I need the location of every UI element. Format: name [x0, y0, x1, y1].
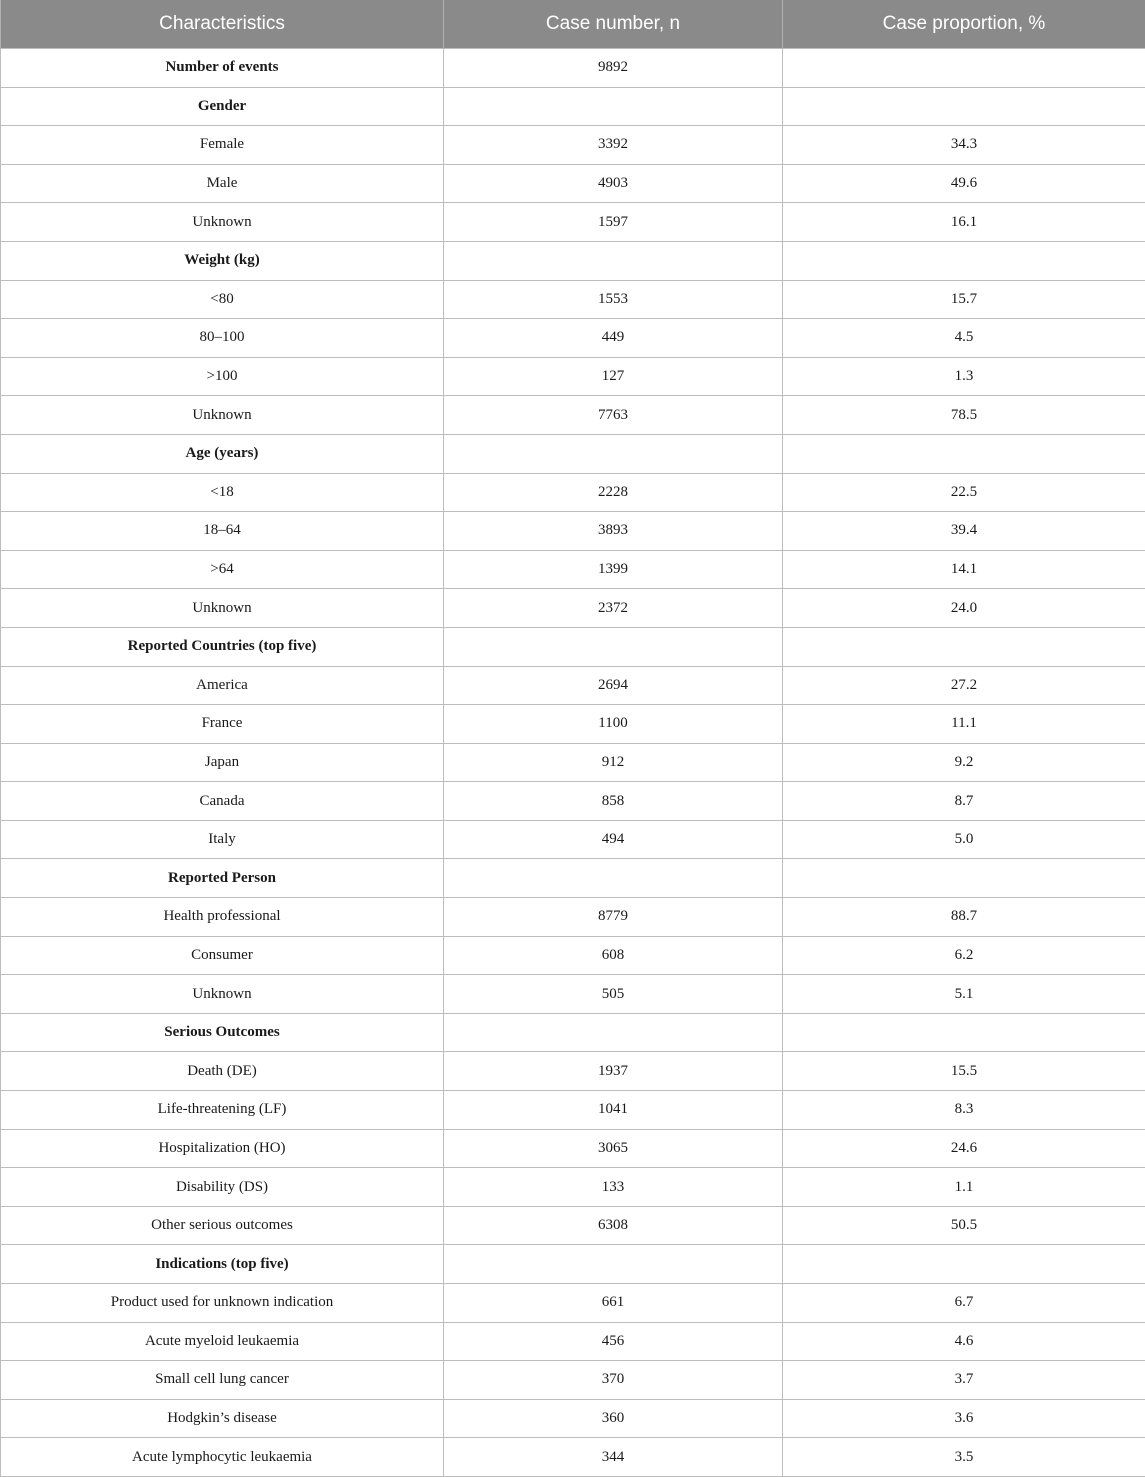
case-number-cell: 494 [444, 820, 783, 859]
case-number-cell: 8779 [444, 898, 783, 937]
case-number-cell: 3893 [444, 512, 783, 551]
case-proportion-cell: 88.7 [783, 898, 1145, 937]
characteristic-cell: Consumer [1, 936, 444, 975]
table-row [1, 1129, 1145, 1168]
case-number-cell [444, 1245, 783, 1284]
table-row [1, 1399, 1145, 1438]
case-proportion-cell: 6.2 [783, 936, 1145, 975]
characteristic-cell: Disability (DS) [1, 1168, 444, 1207]
characteristic-cell: >100 [1, 357, 444, 396]
table-row [1, 936, 1145, 975]
case-number-cell: 1597 [444, 203, 783, 242]
case-number-cell: 133 [444, 1168, 783, 1207]
case-number-cell: 1553 [444, 280, 783, 319]
case-number-cell: 2372 [444, 589, 783, 628]
case-number-cell: 3065 [444, 1129, 783, 1168]
table-row [1, 898, 1145, 937]
case-proportion-cell [783, 1245, 1145, 1284]
case-number-cell: 1937 [444, 1052, 783, 1091]
case-proportion-cell: 39.4 [783, 512, 1145, 551]
case-number-cell: 661 [444, 1284, 783, 1323]
header-characteristics: Characteristics [1, 0, 444, 49]
case-proportion-cell: 22.5 [783, 473, 1145, 512]
characteristic-cell: Weight (kg) [1, 241, 444, 280]
case-proportion-cell [783, 627, 1145, 666]
table-row [1, 512, 1145, 551]
case-number-cell: 456 [444, 1322, 783, 1361]
characteristic-cell: Health professional [1, 898, 444, 937]
table-header-row [1, 0, 1145, 49]
characteristic-cell: Hodgkin’s disease [1, 1399, 444, 1438]
case-proportion-cell: 14.1 [783, 550, 1145, 589]
case-proportion-cell: 5.0 [783, 820, 1145, 859]
section-header-row [1, 49, 1145, 88]
characteristic-cell: Acute lymphocytic leukaemia [1, 1438, 444, 1477]
characteristic-cell: Reported Countries (top five) [1, 627, 444, 666]
characteristic-cell: Italy [1, 820, 444, 859]
characteristic-cell: 80–100 [1, 319, 444, 358]
section-header-row [1, 87, 1145, 126]
case-number-cell: 3392 [444, 126, 783, 165]
characteristic-cell: Canada [1, 782, 444, 821]
table-row [1, 782, 1145, 821]
case-number-cell [444, 434, 783, 473]
case-number-cell: 4903 [444, 164, 783, 203]
case-proportion-cell: 4.5 [783, 319, 1145, 358]
table-row [1, 743, 1145, 782]
case-proportion-cell: 9.2 [783, 743, 1145, 782]
header-case-proportion: Case proportion, % [783, 0, 1145, 49]
characteristic-cell: Female [1, 126, 444, 165]
characteristic-cell: Unknown [1, 589, 444, 628]
case-number-cell: 1100 [444, 705, 783, 744]
case-proportion-cell: 11.1 [783, 705, 1145, 744]
characteristic-cell: Unknown [1, 975, 444, 1014]
table-row [1, 280, 1145, 319]
table-row [1, 1091, 1145, 1130]
case-number-cell: 2694 [444, 666, 783, 705]
case-number-cell [444, 87, 783, 126]
case-number-cell: 7763 [444, 396, 783, 435]
case-number-cell [444, 1013, 783, 1052]
case-proportion-cell: 16.1 [783, 203, 1145, 242]
characteristic-cell: Death (DE) [1, 1052, 444, 1091]
case-proportion-cell: 34.3 [783, 126, 1145, 165]
case-number-cell: 370 [444, 1361, 783, 1400]
case-proportion-cell: 15.7 [783, 280, 1145, 319]
case-number-cell: 912 [444, 743, 783, 782]
case-number-cell [444, 241, 783, 280]
case-number-cell: 2228 [444, 473, 783, 512]
case-proportion-cell: 6.7 [783, 1284, 1145, 1323]
characteristic-cell: Unknown [1, 396, 444, 435]
characteristic-cell: >64 [1, 550, 444, 589]
case-proportion-cell: 3.6 [783, 1399, 1145, 1438]
characteristic-cell: Reported Person [1, 859, 444, 898]
table-row [1, 357, 1145, 396]
case-proportion-cell [783, 434, 1145, 473]
characteristic-cell: Gender [1, 87, 444, 126]
table-body [1, 49, 1145, 1477]
case-proportion-cell: 1.3 [783, 357, 1145, 396]
characteristic-cell: Number of events [1, 49, 444, 88]
table-row [1, 820, 1145, 859]
section-header-row [1, 627, 1145, 666]
table-row [1, 164, 1145, 203]
characteristic-cell: <18 [1, 473, 444, 512]
case-number-cell: 127 [444, 357, 783, 396]
case-proportion-cell: 78.5 [783, 396, 1145, 435]
section-header-row [1, 434, 1145, 473]
characteristic-cell: Hospitalization (HO) [1, 1129, 444, 1168]
case-proportion-cell: 1.1 [783, 1168, 1145, 1207]
case-proportion-cell [783, 859, 1145, 898]
case-proportion-cell: 49.6 [783, 164, 1145, 203]
section-header-row [1, 241, 1145, 280]
characteristic-cell: Product used for unknown indication [1, 1284, 444, 1323]
characteristic-cell: Japan [1, 743, 444, 782]
case-proportion-cell [783, 49, 1145, 88]
case-proportion-cell: 24.6 [783, 1129, 1145, 1168]
characteristic-cell: Life-threatening (LF) [1, 1091, 444, 1130]
case-number-cell: 1399 [444, 550, 783, 589]
characteristic-cell: Age (years) [1, 434, 444, 473]
case-number-cell: 9892 [444, 49, 783, 88]
case-number-cell: 1041 [444, 1091, 783, 1130]
case-proportion-cell: 50.5 [783, 1206, 1145, 1245]
characteristic-cell: Acute myeloid leukaemia [1, 1322, 444, 1361]
case-number-cell: 505 [444, 975, 783, 1014]
table-row [1, 705, 1145, 744]
case-number-cell [444, 627, 783, 666]
case-proportion-cell: 3.7 [783, 1361, 1145, 1400]
table-row [1, 1361, 1145, 1400]
case-proportion-cell: 15.5 [783, 1052, 1145, 1091]
table-row [1, 1206, 1145, 1245]
characteristic-cell: Indications (top five) [1, 1245, 444, 1284]
table-row [1, 203, 1145, 242]
table-row [1, 1438, 1145, 1477]
case-proportion-cell: 8.3 [783, 1091, 1145, 1130]
section-header-row [1, 1013, 1145, 1052]
table-row [1, 1168, 1145, 1207]
case-proportion-cell: 4.6 [783, 1322, 1145, 1361]
case-proportion-cell [783, 1013, 1145, 1052]
characteristic-cell: Serious Outcomes [1, 1013, 444, 1052]
table-row [1, 473, 1145, 512]
case-number-cell: 858 [444, 782, 783, 821]
characteristic-cell: Other serious outcomes [1, 1206, 444, 1245]
characteristic-cell: Male [1, 164, 444, 203]
table-row [1, 319, 1145, 358]
characteristic-cell: <80 [1, 280, 444, 319]
characteristic-cell: 18–64 [1, 512, 444, 551]
case-proportion-cell [783, 87, 1145, 126]
case-proportion-cell: 5.1 [783, 975, 1145, 1014]
case-proportion-cell [783, 241, 1145, 280]
table-row [1, 666, 1145, 705]
table-row [1, 550, 1145, 589]
case-number-cell: 360 [444, 1399, 783, 1438]
case-proportion-cell: 3.5 [783, 1438, 1145, 1477]
table-row [1, 589, 1145, 628]
table-row [1, 975, 1145, 1014]
characteristic-cell: France [1, 705, 444, 744]
case-proportion-cell: 27.2 [783, 666, 1145, 705]
characteristic-cell: Small cell lung cancer [1, 1361, 444, 1400]
characteristic-cell: Unknown [1, 203, 444, 242]
case-number-cell: 344 [444, 1438, 783, 1477]
table-row [1, 1284, 1145, 1323]
case-proportion-cell: 24.0 [783, 589, 1145, 628]
case-number-cell: 6308 [444, 1206, 783, 1245]
header-case-number: Case number, n [444, 0, 783, 49]
case-number-cell [444, 859, 783, 898]
table-row [1, 396, 1145, 435]
case-number-cell: 608 [444, 936, 783, 975]
case-number-cell: 449 [444, 319, 783, 358]
table-row [1, 1052, 1145, 1091]
table-row [1, 1322, 1145, 1361]
case-proportion-cell: 8.7 [783, 782, 1145, 821]
section-header-row [1, 859, 1145, 898]
section-header-row [1, 1245, 1145, 1284]
table-row [1, 126, 1145, 165]
characteristic-cell: America [1, 666, 444, 705]
